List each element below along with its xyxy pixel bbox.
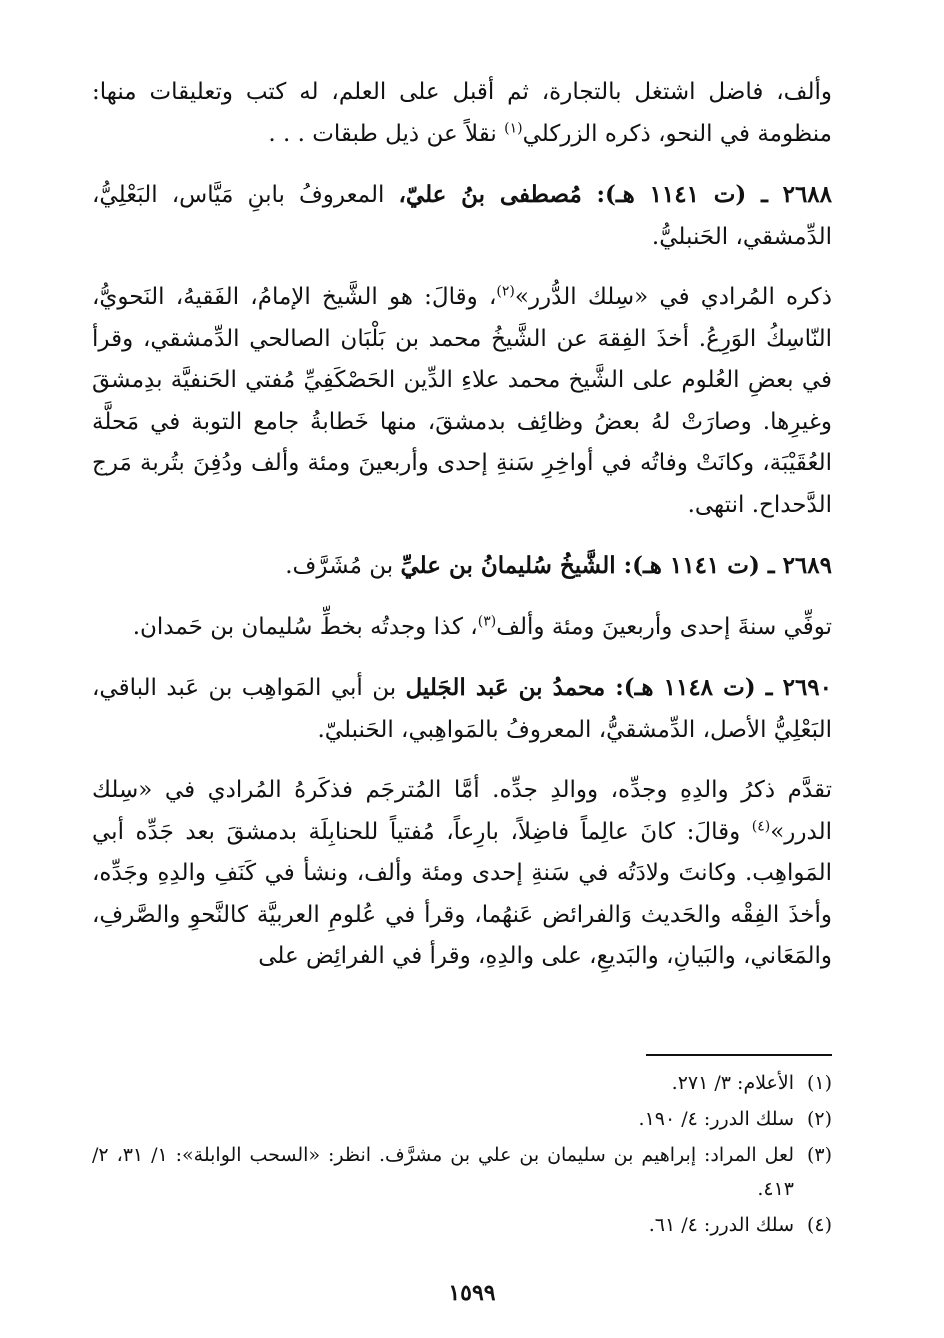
footnote-number: (٤) (806, 1214, 832, 1236)
entry-heading-rest: بن أبي المَواهِب بن عَبد الباقي، البَعْلِيُّ الأصل، الدِّمشقيُّ، المعروفُ بالمَواهِبي، الحَنبليّ. (92, 675, 832, 743)
entry-heading-rest: بن مُشَرَّف. (285, 553, 401, 579)
entry-2689 (92, 545, 832, 588)
footnote-number: (١) (806, 1072, 832, 1094)
footnote-1 (92, 1066, 832, 1100)
entry-heading: ٢٦٨٩ ـ (ت ١١٤١ هـ): الشَّيخُ سُليمانُ بن عليِّ (400, 552, 832, 579)
paragraph-continuation (92, 72, 832, 155)
entry-2690 (92, 667, 832, 751)
footnote-reference-1[interactable]: (١) (504, 119, 523, 136)
paragraph-text: توفِّي سنةَ إحدى وأربعينَ ومئة وألف (496, 613, 832, 640)
footnote-divider (646, 1054, 832, 1056)
footnote-text: سلك الدرر: ٤/ ٦١. (648, 1214, 794, 1236)
paragraph-text: تقدَّم ذكرُ والدِهِ وجدِّه، ووالدِ جدِّه. أمَّا المُترجَم فذكَرهُ المُرادي في «سِلك الدرر» (92, 777, 832, 845)
page-body (92, 72, 832, 997)
entry-2688 (92, 174, 832, 258)
paragraph-text: ذكره المُرادي في «سِلك الدُّرر» (514, 284, 832, 310)
entry-heading-rest: المعروفُ بابنِ مَيَّاس، البَعْلِيُّ، الدِّمشقي، الحَنبليُّ. (92, 182, 832, 250)
entry-2689-body (92, 607, 832, 649)
paragraph-text: وألف، فاضل اشتغل بالتجارة، ثم أقبل على العلم، له كتب وتعليقات منها: منظومة في النحو، ذكره الزركلي (92, 79, 832, 147)
footnotes-section (92, 1066, 832, 1244)
footnote-text: الأعلام: ٣/ ٢٧١. (671, 1072, 794, 1094)
entry-2690-body (92, 770, 832, 978)
entry-heading: ٢٦٩٠ ـ (ت ١١٤٨ هـ): محمدُ بن عَبد الجَليل (405, 674, 833, 701)
paragraph-text: ، كذا وجدتُه بخطِّ سُليمان بن حَمدان. (132, 613, 478, 640)
footnote-3 (92, 1138, 832, 1206)
footnote-reference-4[interactable]: (٤) (751, 817, 771, 834)
footnote-number: (٣) (806, 1144, 832, 1166)
entry-heading: ٢٦٨٨ ـ (ت ١١٤١ هـ): مُصطفى بنُ عليّ، (398, 181, 833, 208)
footnote-text: لعل المراد: إبراهيم بن سليمان بن علي بن مشرَّف. انظر: «السحب الوابلة»: ١/ ٣١، ٢/ ٤١٣. (92, 1144, 794, 1200)
footnote-text: سلك الدرر: ٤/ ١٩٠. (638, 1108, 794, 1130)
footnote-reference-2[interactable]: (٢) (496, 283, 515, 300)
footnote-2 (92, 1102, 832, 1136)
paragraph-text: نقلاً عن ذيل طبقات . . . (268, 120, 505, 147)
paragraph-text: ، وقالَ: هو الشَّيخ الإمامُ، الفَقيهُ، النَحويُّ، النّاسِكُ الوَرِعُ. أخذَ الفِقهَ عن الشَّيخُ محمد بن بَلْبَان الصالحي الدِّمشقي، وقرأ في بعضِ العُلوم على الشَّيخ محمد علاءِ الدِّين الحَصْكَفِيِّ مُفتي الحَنفيَّة بدِمشقَ وغيرِها. وصارَتْ لهُ بعضُ وظائِف بدمشقَ، منها خَطابةُ جامع التوبة في مَحلَّة العُقَيْبَة، وكانَتْ وفاتُه في أواخِرِ سَنةِ إحدى وأربعينَ ومئة وألف ودُفِنَ بتُربة مَرج الدَّحداح. انتهى. (92, 284, 832, 518)
footnote-reference-3[interactable]: (٣) (477, 612, 497, 629)
entry-2688-body (92, 277, 832, 526)
footnote-number: (٢) (806, 1108, 832, 1130)
paragraph-text: وقالَ: كانَ عالِماً فاضِلاً، بارِعاً، مُفتياً للحنابِلَة بدمشقَ بعد جَدِّه أبي المَواهِب. وكانتَ ولادَتُه في سَنةِ إحدى ومئة وألف، ونشأ في كَنَفِ والدِهِ وجَدِّه، وأخذَ الفِقْه والحَديث وَالفرائض عَنهُما، وقرأ في عُلومِ العربيَّة كالنَّحوِ والصَّرفِ، والمَعَاني، والبَيانِ، والبَديعِ، على والدِهِ، وقرأ في الفرائِض على (92, 818, 832, 969)
footnote-4 (92, 1208, 832, 1242)
page-number: ١٥٩٩ (448, 1280, 496, 1306)
